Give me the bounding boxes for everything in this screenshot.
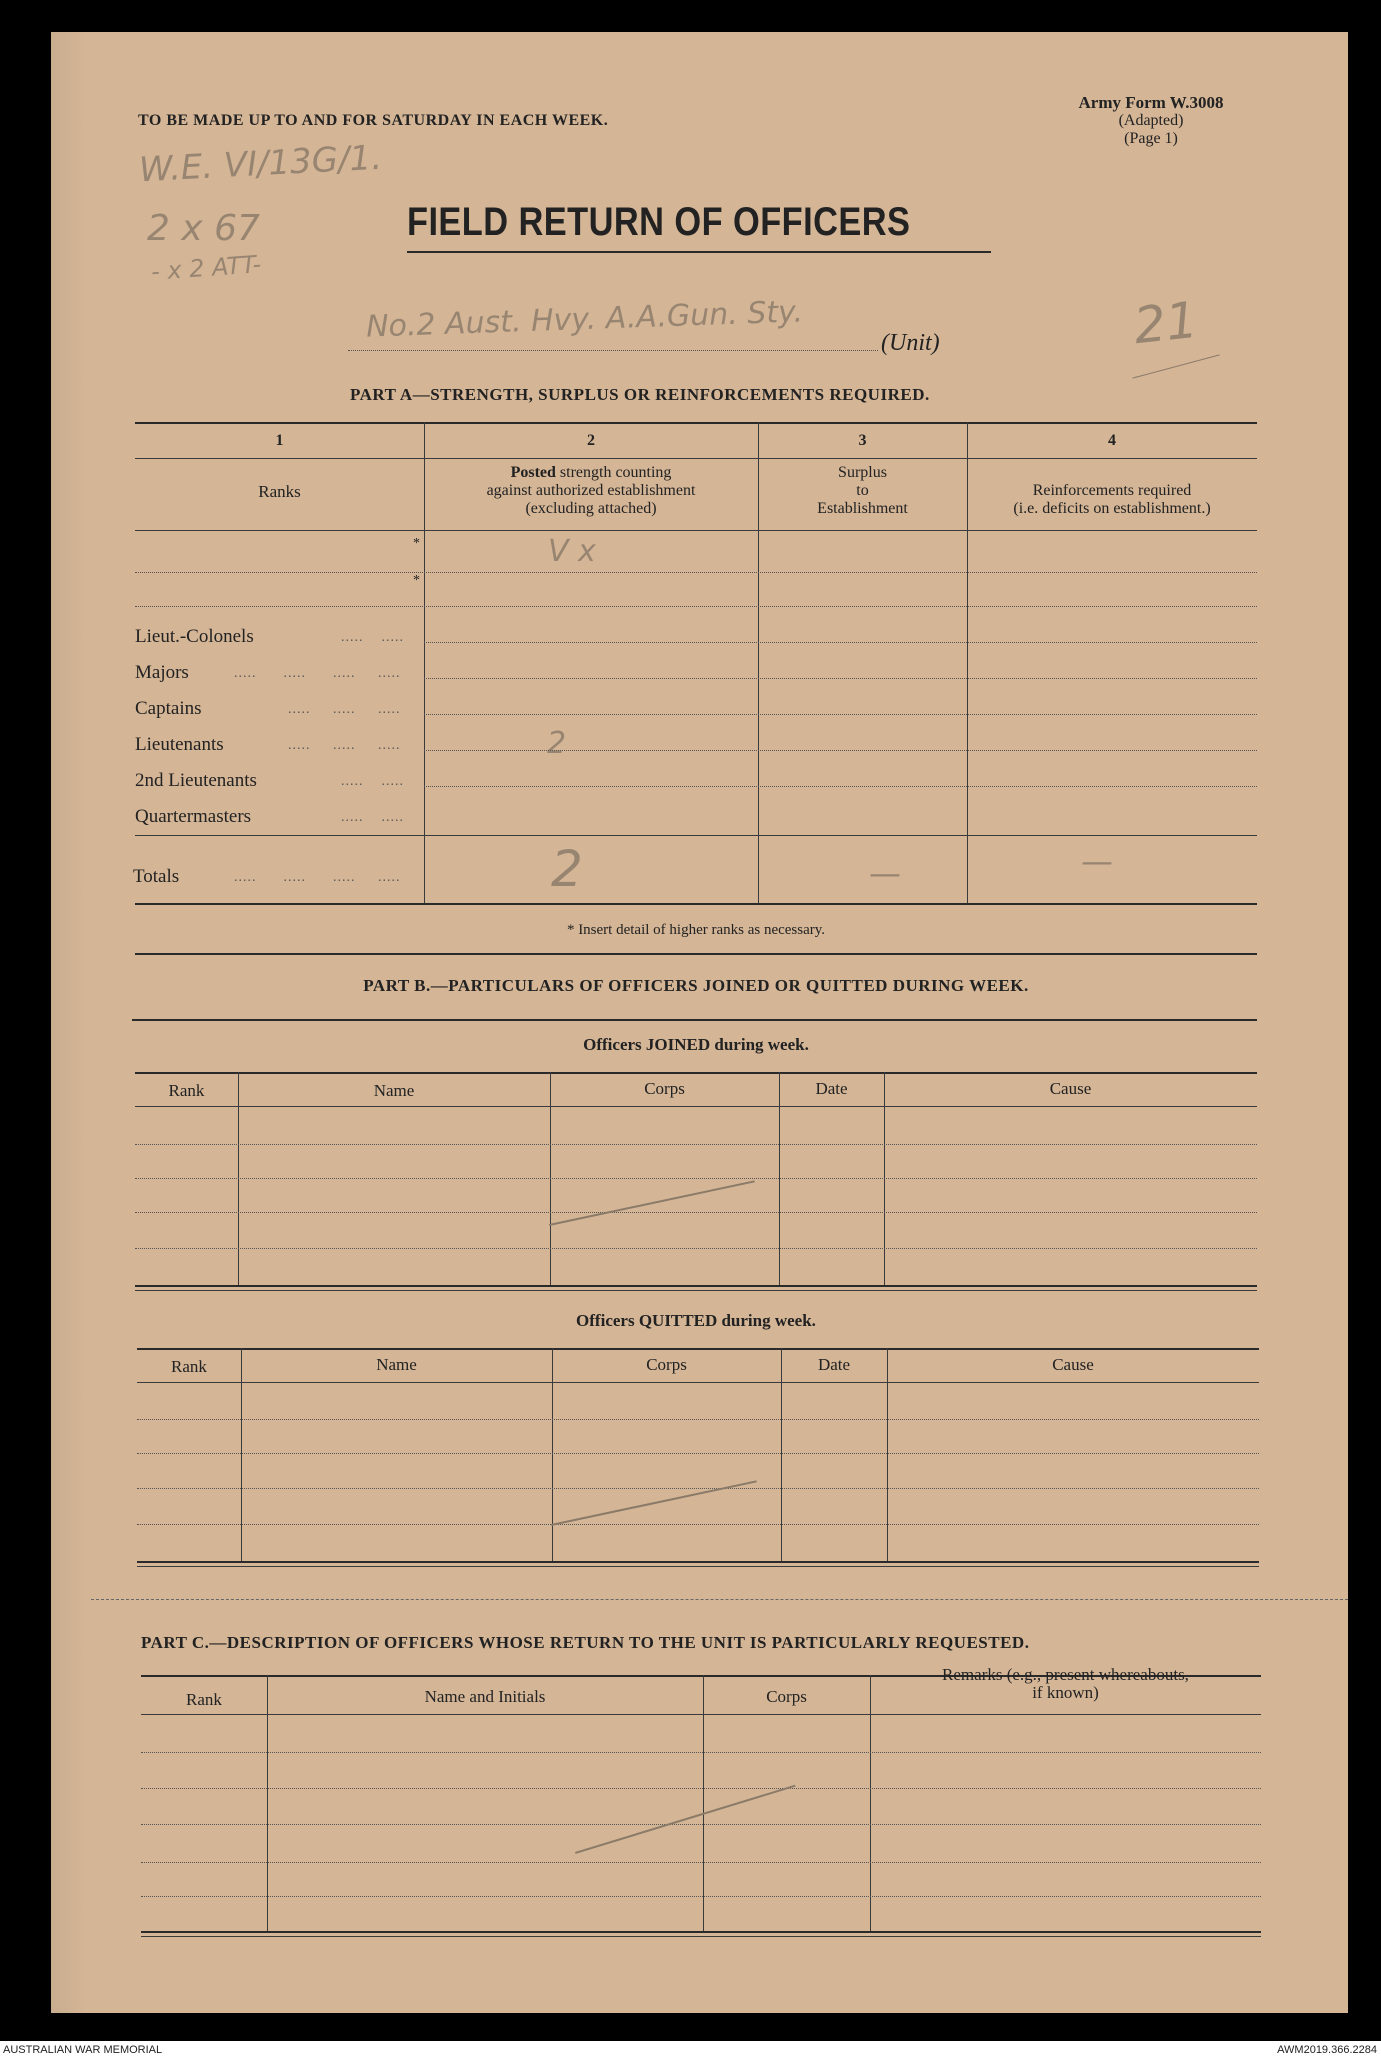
joined-col-rank: Rank [168,1081,205,1100]
quitted-row-line [137,1488,1259,1489]
part-b-heading: PART B.—PARTICULARS OF OFFICERS JOINED OR QUITTED DURING WEEK. [363,976,1029,995]
joined-col-name: Name [373,1081,415,1100]
rank-captains: Captains [135,698,202,719]
part-c-row-line [141,1752,1261,1753]
form-number: Army Form W.3008 [1078,93,1224,112]
handwritten-line2: 2 x 67 [147,208,260,249]
handwritten-lieut: 2 [547,726,567,761]
rank-majors: Majors [135,662,189,683]
row-line-4 [424,750,1257,751]
row-dots: ..... ..... ..... [288,702,401,717]
quitted-col-corps: Corps [646,1355,687,1374]
rank-2nd-lieutenants: 2nd Lieutenants [135,770,257,791]
row-dots: ..... ..... ..... ..... [234,666,401,681]
posted-line3: (excluding attached) [525,500,657,517]
joined-col-corps: Corps [644,1079,685,1098]
footnote: * Insert detail of higher ranks as necessary. [566,922,826,938]
part-c-row-line [141,1862,1261,1863]
col-number-2: 2 [587,432,595,449]
joined-heading: Officers JOINED during week. [583,1035,809,1054]
joined-bottom-rule [135,1285,1257,1287]
joined-handwritten-stroke [549,1180,755,1226]
handwritten-ref: W.E. VI/13G/1. [138,137,383,191]
footer-left: AUSTRALIAN WAR MEMORIAL [3,2044,163,2056]
quitted-top-rule [137,1348,1259,1350]
totals-top-rule [135,835,1257,836]
part-c-bottom-rule-2 [141,1936,1261,1937]
top-black-border [0,0,1381,32]
part-c-header-rule [141,1714,1261,1715]
handwritten-line3: - x 2 ATT- [150,250,263,286]
quitted-bottom-rule-2 [137,1566,1259,1567]
rank-quartermasters: Quartermasters [135,806,252,827]
quitted-col-rank: Rank [171,1357,207,1376]
row-dots: ..... ..... ..... [288,738,401,753]
unit-label: (Unit) [881,330,940,356]
quitted-col-divider [552,1348,553,1561]
part-c-bottom-rule [141,1931,1261,1933]
posted-rest: strength counting [555,464,672,481]
form-title: FIELD RETURN OF OFFICERS [407,200,911,244]
row-line-1 [424,642,1257,643]
part-c-handwritten-stroke [575,1785,796,1854]
totals-label: Totals [133,866,180,887]
part-c-col-divider [870,1675,871,1931]
remarks-line2: if known) [1032,1683,1099,1702]
row-dots: ..... ..... [341,630,404,645]
part-c-col-divider [267,1675,268,1931]
remarks-line1: Remarks (e.g., present whereabouts, [942,1665,1189,1684]
unit-dotted-line [348,350,878,351]
part-b-top-rule [135,953,1257,955]
part-a-bottom-rule [135,903,1257,905]
col-number-1: 1 [275,432,284,449]
quitted-col-divider [887,1348,888,1561]
joined-row-line [135,1212,1257,1213]
asterisk-row-2: * [413,573,420,588]
row-line-2 [424,678,1257,679]
part-c-col-rank: Rank [186,1690,222,1709]
joined-col-cause: Cause [1049,1079,1092,1098]
perforation-line [91,1599,1348,1600]
part-a-top-rule [135,422,1257,424]
handwritten-total: 2 [551,840,583,898]
row-line-3 [424,714,1257,715]
surplus-line3: Establishment [817,500,908,517]
handwritten-surplus-dash: — [869,854,901,892]
col-reinforcements-header [967,482,1257,518]
posted-line2: against authorized establishment [486,482,696,499]
form-id-block [1051,94,1251,148]
joined-row-line [135,1248,1257,1249]
form-page: (Page 1) [1124,130,1178,147]
joined-col-date: Date [815,1079,848,1098]
part-a-header-rule [135,530,1257,531]
asterisk-row-2-line [135,606,1257,607]
col-posted-header [424,464,758,518]
joined-header-rule [135,1106,1257,1107]
part-a-heading: PART A—STRENGTH, SURPLUS OR REINFORCEMENTS REQUIRED. [350,385,930,404]
joined-top-rule [135,1072,1257,1074]
quitted-row-line [137,1453,1259,1454]
handwritten-reinf-dash: — [1081,842,1113,880]
col-number-4: 4 [1108,432,1116,449]
row-line-5 [424,786,1257,787]
header-instruction: TO BE MADE UP TO AND FOR SATURDAY IN EACH WEEK. [138,112,609,129]
row-dots: ..... ..... [341,774,404,789]
quitted-bottom-rule [137,1561,1259,1563]
col-ranks-header: Ranks [258,482,301,501]
joined-bottom-rule-2 [135,1290,1257,1291]
asterisk-row-1-line [135,572,1257,573]
quitted-col-date: Date [817,1355,851,1374]
archive-footer [0,2041,1381,2061]
quitted-row-line [137,1419,1259,1420]
col-number-3: 3 [858,432,867,449]
quitted-col-divider [241,1348,242,1561]
part-a-number-rule [135,458,1257,459]
posted-bold: Posted [510,464,556,481]
part-c-heading: PART C.—DESCRIPTION OF OFFICERS WHOSE RETURN TO THE UNIT IS PARTICULARLY REQUESTED. [141,1633,1030,1652]
page-edge-shadow [51,32,85,2013]
form-adapted: (Adapted) [1118,112,1184,129]
quitted-row-line [137,1524,1259,1525]
part-c-row-line [141,1788,1261,1789]
handwritten-tick: V x [548,534,596,569]
row-dots: ..... ..... [341,810,404,825]
joined-row-line [135,1178,1257,1179]
joined-row-line [135,1144,1257,1145]
rank-lieut-colonels: Lieut.-Colonels [135,626,254,647]
quitted-heading: Officers QUITTED during week. [576,1311,816,1330]
handwritten-unit: No.2 Aust. Hvy. A.A.Gun. Sty. [365,294,804,345]
rank-lieutenants: Lieutenants [135,734,224,755]
part-c-col-divider [703,1675,704,1931]
quitted-col-name: Name [376,1355,417,1374]
part-c-col-corps: Corps [766,1687,807,1706]
part-c-col-name: Name and Initials [424,1687,546,1706]
handwritten-number: 21 [1131,290,1201,356]
footer-right: AWM2019.366.2284 [1277,2044,1377,2056]
col-surplus-header [758,464,967,518]
row-dots: ..... ..... ..... ..... [234,870,401,885]
title-underline [407,251,991,253]
surplus-line2: to [856,482,869,499]
reinforcements-line1: Reinforcements required [1032,482,1192,499]
asterisk-row-1: * [413,536,420,551]
quitted-col-cause: Cause [1052,1355,1094,1374]
part-c-row-line [141,1896,1261,1897]
number-underline [1132,354,1219,378]
reinforcements-line2: (i.e. deficits on establishment.) [1013,500,1211,517]
quitted-col-divider [781,1348,782,1561]
part-c-row-line [141,1824,1261,1825]
form-page [51,32,1348,2013]
part-c-col-remarks [870,1666,1261,1702]
quitted-header-rule [137,1382,1259,1383]
surplus-line1: Surplus [838,464,887,481]
part-b-heading-rule [132,1019,1257,1021]
